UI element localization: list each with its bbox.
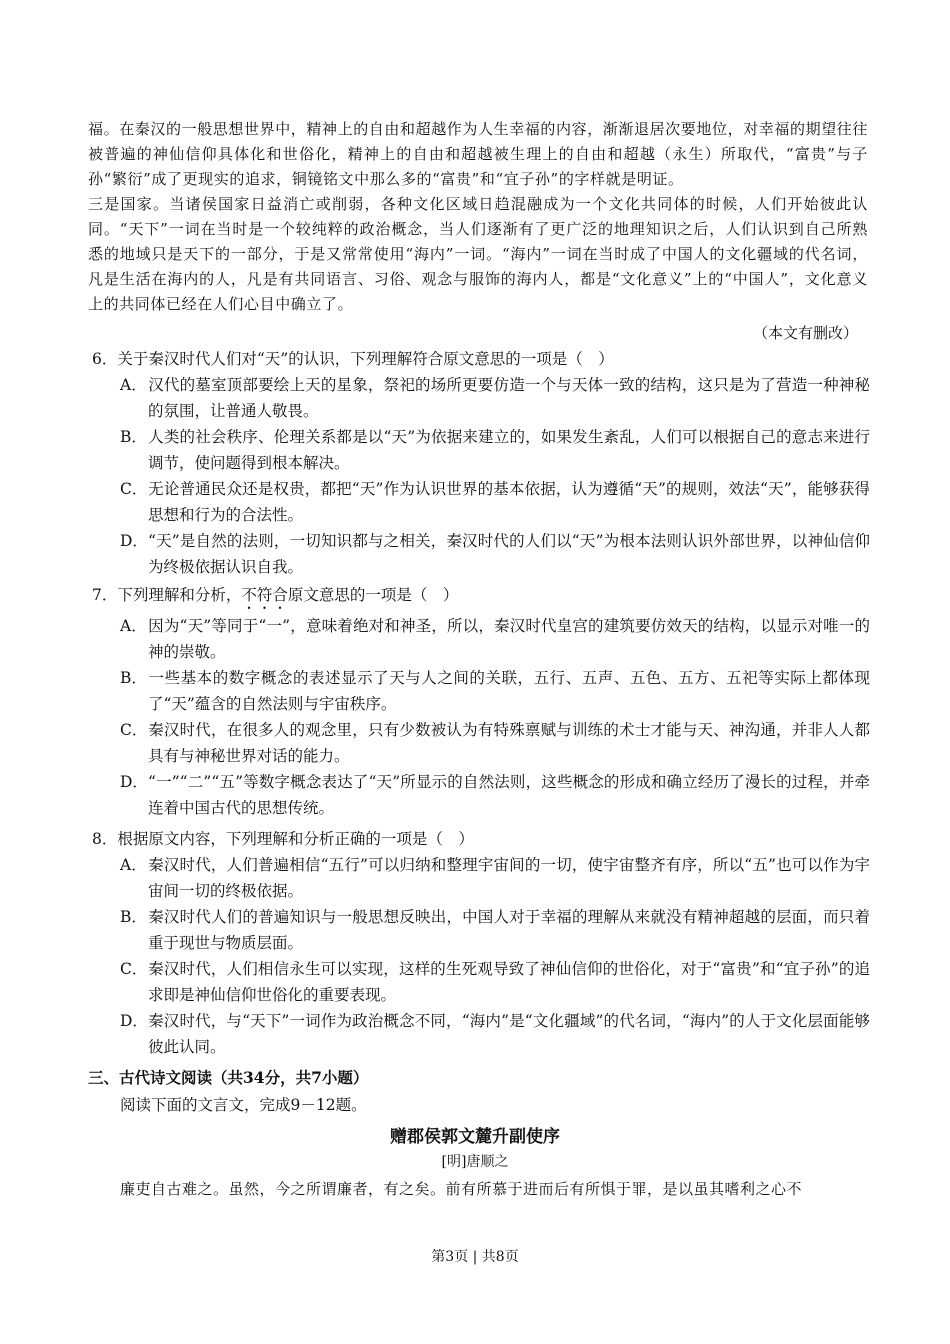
- option-letter: C．: [120, 960, 148, 978]
- option-letter: B．: [120, 908, 147, 926]
- option-a[interactable]: [92, 852, 870, 904]
- option-b[interactable]: [92, 424, 870, 476]
- stem-text: 7．下列理解和分析，: [92, 586, 242, 604]
- option-text: 秦汉时代，人们普遍相信“五行”可以归纳和整理宇宙间的一切，使宇宙整齐有序，所以“五”也可以作为宇宙间一切的终极依据。: [148, 856, 870, 900]
- option-letter: B．: [120, 428, 147, 446]
- option-a[interactable]: [92, 613, 870, 665]
- text-title: 赠郡侯郭文麓升副使序: [390, 1127, 560, 1147]
- option-letter: B．: [120, 669, 147, 687]
- passage-paragraph: 三是国家。当诸侯国家日益消亡或削弱，各种文化区域日趋混融成为一个文化共同体的时候，人们开始彼此认同。“天下”一词在当时是一个较纯粹的政治概念，当人们逐渐有了更广泛的地理知识之后，人们认识到自己所熟悉的地域只是天下的一部分，于是又常常使用“海内”一词。“海内”一词在当时成了中国人的文化疆域的代名词，凡是生活在海内的人，凡是有共同语言、习俗、观念与服饰的海内人，都是“文化意义”上的“中国人”，文化意义上的共同体已经在人们心目中确立了。: [88, 195, 868, 313]
- question-stem: 8．根据原文内容，下列理解和分析正确的一项是（ ）: [92, 830, 474, 848]
- option-letter: D．: [120, 532, 148, 550]
- option-d[interactable]: [92, 769, 870, 821]
- emphasized-text: 不符合: [241, 586, 288, 604]
- section-heading: 三、古代诗文阅读（共34分，共7小题）: [88, 1068, 369, 1087]
- question-6: [92, 346, 870, 580]
- option-d[interactable]: [92, 528, 870, 580]
- option-text: 一些基本的数字概念的表述显示了天与人之间的关联，五行、五声、五色、五方、五祀等实际上都体现了“天”蕴含的自然法则与宇宙秩序。: [148, 669, 870, 713]
- question-stem: [92, 582, 870, 613]
- option-text: 因为“天”等同于“一”，意味着绝对和神圣，所以，秦汉时代皇宫的建筑要仿效天的结构，以显示对唯一的神的崇敬。: [148, 617, 870, 661]
- source-note: （本文有删改）: [752, 324, 858, 342]
- text-author: [明]唐顺之: [441, 1154, 509, 1170]
- option-text: 人类的社会秩序、伦理关系都是以“天”为依据来建立的，如果发生紊乱，人们可以根据自己的意志来进行调节，使问题得到根本解决。: [148, 428, 870, 472]
- classical-text-line: 廉吏自古难之。虽然，今之所谓廉者，有之矣。前有所慕于进而后有所惧于罪，是以虽其嗜利之心不: [120, 1180, 803, 1198]
- option-letter: D．: [120, 1012, 148, 1030]
- option-text: “一”“二”“五”等数字概念表达了“天”所显示的自然法则，这些概念的形成和确立经历了漫长的过程，并牵连着中国古代的思想传统。: [148, 773, 870, 817]
- option-d[interactable]: [92, 1008, 870, 1060]
- option-letter: A．: [120, 376, 147, 394]
- option-text: 无论普通民众还是权贵，都把“天”作为认识世界的基本依据，认为遵循“天”的规则，效法“天”，能够获得思想和行为的合法性。: [148, 480, 870, 524]
- option-c[interactable]: [92, 476, 870, 528]
- option-b[interactable]: [92, 904, 870, 956]
- section-instruction: 阅读下面的文言文，完成9－12题。: [120, 1096, 367, 1114]
- stem-text: 原文意思的一项是（ ）: [287, 586, 459, 604]
- option-text: 秦汉时代人们的普遍知识与一般思想反映出，中国人对于幸福的理解从来就没有精神超越的层面，而只着重于现世与物质层面。: [148, 908, 870, 952]
- option-letter: A．: [120, 617, 147, 635]
- option-text: 秦汉时代，在很多人的观念里，只有少数被认为有特殊禀赋与训练的术士才能与天、神沟通，并非人人都具有与神秘世界对话的能力。: [148, 721, 870, 765]
- option-c[interactable]: [92, 956, 870, 1008]
- option-text: 秦汉时代，与“天下”一词作为政治概念不同，“海内”是“文化疆域”的代名词，“海内”的人于文化层面能够彼此认同。: [148, 1012, 870, 1056]
- question-stem: 6．关于秦汉时代人们对“天”的认识，下列理解符合原文意思的一项是（ ）: [92, 350, 614, 368]
- option-a[interactable]: [92, 372, 870, 424]
- option-text: “天”是自然的法则，一切知识都与之相关，秦汉时代的人们以“天”为根本法则认识外部世界，以神仙信仰为终极依据认识自我。: [148, 532, 870, 576]
- option-letter: D．: [120, 773, 148, 791]
- page-footer: 第3页 | 共8页: [431, 1249, 519, 1265]
- option-c[interactable]: [92, 717, 870, 769]
- option-text: 汉代的墓室顶部要绘上天的星象，祭祀的场所更要仿造一个与天体一致的结构，这只是为了营造一种神秘的氛围，让普通人敬畏。: [148, 376, 870, 420]
- option-letter: A．: [120, 856, 147, 874]
- option-letter: C．: [120, 721, 148, 739]
- option-text: 秦汉时代，人们相信永生可以实现，这样的生死观导致了神仙信仰的世俗化，对于“富贵”和“宜子孙”的追求即是神仙信仰世俗化的重要表现。: [148, 960, 870, 1004]
- option-letter: C．: [120, 480, 148, 498]
- option-b[interactable]: [92, 665, 870, 717]
- passage-paragraph: 福。在秦汉的一般思想世界中，精神上的自由和超越作为人生幸福的内容，渐渐退居次要地位，对幸福的期望往往被普遍的神仙信仰具体化和世俗化，精神上的自由和超越被生理上的自由和超越（永生）所取代，“富贵”与子孙“繁衍”成了更现实的追求，铜镜铭文中那么多的“富贵”和“宜子孙”的字样就是明证。: [88, 120, 869, 188]
- question-8: [92, 826, 870, 1060]
- question-7: [92, 582, 870, 821]
